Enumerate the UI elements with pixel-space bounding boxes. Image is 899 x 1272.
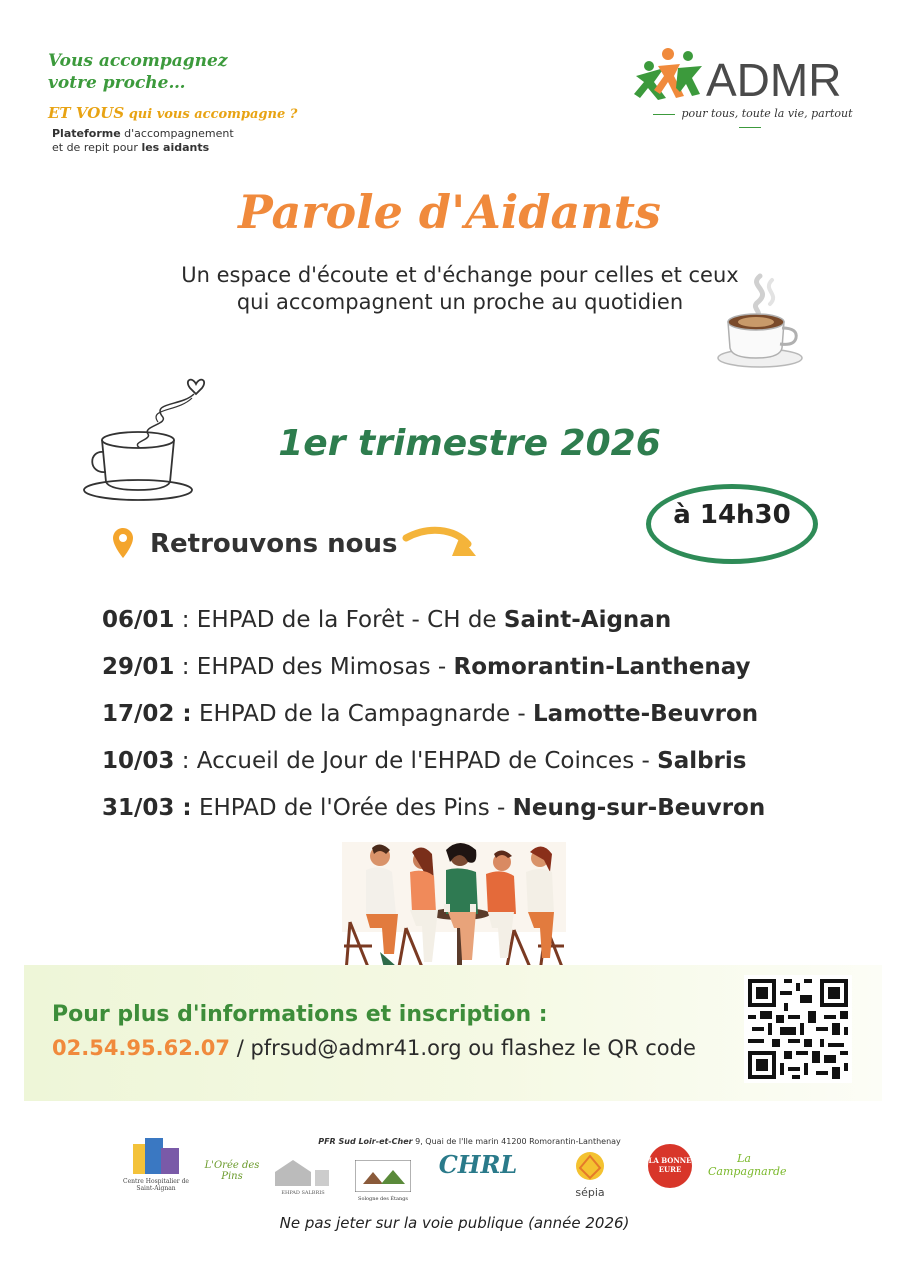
tagline-et-vous xyxy=(48,104,297,122)
event-item xyxy=(102,644,862,691)
partner-logo-chrl xyxy=(428,1150,528,1179)
event-city: Saint-Aignan xyxy=(503,607,672,633)
event-date: 06/01 xyxy=(102,607,175,633)
footer-note: Ne pas jeter sur la voie publique (année 2026) xyxy=(279,1214,630,1232)
event-sep xyxy=(192,795,199,821)
platform-bold: Plateforme xyxy=(52,127,121,140)
people-illustration xyxy=(336,842,572,976)
tagline xyxy=(48,50,308,94)
event-sep: : xyxy=(174,654,197,680)
partner-logo-ehpad-salbris xyxy=(270,1158,336,1196)
partner-logo-sepia xyxy=(560,1148,620,1199)
partner-name: EHPAD SALBRIS xyxy=(281,1190,325,1196)
event-sep: : xyxy=(174,607,197,633)
platform-text1: d'accompagnement xyxy=(120,127,234,140)
find-us-heading: Retrouvons nous xyxy=(150,529,398,559)
platform-description xyxy=(52,127,312,155)
subtitle-line2: qui accompagnent un proche au quotidien xyxy=(236,290,684,314)
subtitle-line1: Un espace d'écoute et d'échange pour celles et ceux xyxy=(181,263,739,287)
admr-slogan: pour tous, toute la vie, partout xyxy=(640,107,860,133)
admr-logo-text: ADMR xyxy=(706,54,842,106)
period-heading: 1er trimestre 2026 xyxy=(278,423,661,464)
location-pin-icon xyxy=(112,527,134,559)
partner-name: CHRL xyxy=(438,1150,518,1179)
event-date: 10/03 xyxy=(102,748,175,774)
contact-rest: / pfrsud@admr41.org ou flashez le QR code xyxy=(230,1036,696,1060)
page-title: Parole d'Aidants xyxy=(238,185,661,239)
event-sep: : xyxy=(174,748,197,774)
time-label: à 14h30 xyxy=(673,500,791,530)
event-list xyxy=(102,597,862,832)
event-place: Accueil de Jour de l'EHPAD de Coinces - xyxy=(196,748,658,774)
partner-name: LA BONNE EURE xyxy=(648,1156,692,1174)
event-city: Salbris xyxy=(657,748,747,774)
event-place: EHPAD de la Forêt - CH de xyxy=(196,607,504,633)
et-vous-text: ET VOUS xyxy=(48,104,125,122)
partner-logo-campagnarde xyxy=(708,1152,787,1178)
pond-house-icon xyxy=(355,1160,411,1192)
subtitle xyxy=(100,262,820,316)
partner-logo-sologne-etangs xyxy=(352,1160,414,1202)
tagline-line2: votre proche… xyxy=(48,73,186,93)
partner-name: Centre Hospitalier de Saint-Aignan xyxy=(123,1178,189,1192)
partner-name: La Campagnarde xyxy=(708,1152,787,1178)
event-city: Neung-sur-Beuvron xyxy=(512,795,766,821)
admr-people-icon xyxy=(634,46,706,102)
partner-name: sépia xyxy=(575,1186,605,1199)
event-city: Romorantin-Lanthenay xyxy=(453,654,751,680)
coffee-cup-icon xyxy=(716,272,806,370)
partner-logo-la-bonne-eure xyxy=(640,1142,700,1194)
address-org: PFR Sud Loir-et-Cher xyxy=(318,1137,413,1146)
qr-code[interactable] xyxy=(744,975,852,1083)
partner-logo-oree-des-pins xyxy=(196,1160,268,1182)
event-place: EHPAD des Mimosas - xyxy=(196,654,454,680)
event-sep xyxy=(192,701,199,727)
event-date: 31/03 : xyxy=(102,795,192,821)
event-date: 17/02 : xyxy=(102,701,192,727)
house-icon xyxy=(273,1158,333,1186)
partner-logo-ch-saint-aignan xyxy=(120,1138,192,1192)
event-city: Lamotte-Beuvron xyxy=(533,701,759,727)
curved-arrow-icon xyxy=(402,522,486,566)
info-title: Pour plus d'informations et inscription : xyxy=(52,1002,548,1027)
platform-text2: et de repit pour xyxy=(52,141,142,154)
platform-bold2: les aidants xyxy=(141,141,210,154)
event-place: EHPAD de la Campagnarde - xyxy=(198,701,534,727)
event-item xyxy=(102,691,862,738)
partner-name: Sologne des Étangs xyxy=(358,1196,408,1202)
info-contact xyxy=(52,1036,696,1060)
partner-name: L'Orée des Pins xyxy=(204,1160,260,1182)
building-icon xyxy=(133,1138,179,1174)
tagline-line1: Vous accompagnez xyxy=(48,51,228,71)
sepia-icon xyxy=(570,1148,610,1182)
phone-number[interactable]: 02.54.95.62.07 xyxy=(52,1036,231,1060)
event-item xyxy=(102,597,862,644)
event-date: 29/01 xyxy=(102,654,175,680)
et-vous-question: qui vous accompagne ? xyxy=(128,107,298,122)
event-item xyxy=(102,738,862,785)
event-item xyxy=(102,785,862,832)
address-text: 9, Quai de l'Ile marin 41200 Romorantin-Lanthenay xyxy=(412,1137,621,1146)
event-place: EHPAD de l'Orée des Pins - xyxy=(198,795,513,821)
